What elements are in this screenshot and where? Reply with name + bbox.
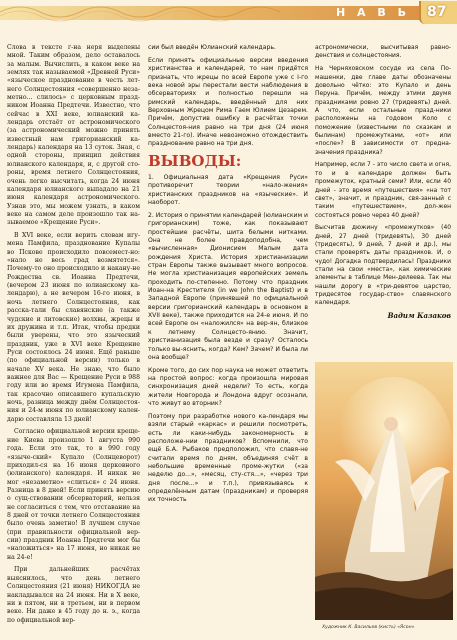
column-left	[7, 44, 140, 629]
column-middle	[148, 44, 308, 509]
painting-illustration	[315, 362, 453, 620]
paragraph: Например, если 7 - это число света и огня, то и в календаре должен быть промежуток, кратный семи? Или, если 40 дней - это время «путешествия» «на тот свет», значит, и праздник, свя-занный с таким «путешествием», дол-жен состояться ровно через 40 дней?	[315, 161, 451, 219]
paragraph: Высчитав дюжину «промежутков» (40 дней, 27 дней (тридевять), 30 дней (тридесять), 9 дней, 7 дней и др.), мы стали проверять даты праздников. И, о чудо! Догадка подтвердилась! Праздники стали на свои «места», как химические элементы в таблице Мен-делеева. Так мы нашли дорогу в «три-девятое царство, тридесятое государ-ство» славянского календаря.	[315, 224, 451, 307]
painting-image	[315, 362, 453, 620]
conclusion-point: 1. Официальная дата «Крещения Руси» противоречит теории «нало-жения» христианских праздников на «языческие». И наоборот.	[148, 174, 308, 207]
paragraph: Поэтому при разработке нового ка-лендаря мы взяли старый «каркас» и решили посмотреть, есть ли каки-нибудь закономерность в расположе-нии праздников? Вспомнили, что ещё Б.А. Рыбаков предположил, что славя-не считали время по дням, объединяя счёт в небольшие временные проме-жутки («за неделю до...», «месяц, сту-стя...», «через три дня после...» и т.п.), привязываясь к определённым датам (праздникам) и проверяя их точность	[148, 412, 308, 504]
page-number: 87	[427, 4, 447, 20]
page-header	[0, 0, 457, 24]
paragraph: Кроме того, до сих пор наука не может ответить на простой вопрос: когда произошла мировая синхронизация дней недели? То есть, когда жители Новгорода и Лондона вдруг осознали, что живут во вторник?	[148, 366, 308, 408]
header-ornament	[0, 0, 300, 24]
paragraph: В XVI веке, если верить словам игу-мена Памфила, празднование Купалы во Пскове происходило повсемест-но: «нало не весь град возмятется». Почему-то оно происходило и накану-не Рождества св. Иоанна Предтечи, (вечером 23 июня по юлианскому ка-лендарю), а не вечером 16-го июня, в ночь летнего Солнцестояния, как расска-тали бы славянские (а также чудские и литовские) волхвы, жрецы и их дружина и т.п. Итак, чтобы предки были уверены, что это языческий праздник, уже в XVI веке Крещение Руси состоялось 24 июня. Ещё раньше (по официальной версии) только в начале XV века. Не знаю, что было важнее для Вас — Крещение Руси в 988 году или во время Игумена Памфила, так красочно описавшего купальскую ночь, разница между днём Солнцестоя-ния и 24-м июня по юлианскому кален-дарю составляла 13 дней!	[7, 232, 140, 423]
paragraph: На Черняховском сосуде из села По-машенки, две главе даты обозначены довольно чётко: это Купало и день Перуна. Причём, между этими двумя праздниками ровно 27 (тридевять) дней. А что, если остальные празд-ники расположены на годовом Коло с поможение (известными по сказкам и былинам) промежутками, «от» или «после»? В зависимости от предна-значения праздника?	[315, 65, 451, 156]
paragraph: При дальнейших расчётах выяснилось, что день летнего Солнцестояния (21 июня) НИКОГДА не накладывался на 24 июня. Ни в X веке, ни в пятом, ни в третьем, ни в первом веке. Ни даже в 45 году до н. э., когда по официальной вер-	[7, 566, 140, 624]
paragraph: Слова в тексте г-на неря выделены мной. Таким образом, дело оставалось за малым. Вычислить, в каком веке на землях так называемой «Древней Руси» «языческое празднование в честь лет-него Солнцестояния «совершенно неза-метно... слилось» с церковным празд-ником Иоанна Предтечи. Известно, что сейчас в XXI веке, юлианский ка-лендарь отстаёт от астрономического (за астрономический можно принять известный нам григорианский ка-лендарь) календаря на 13 суток. Зная, с одной стороны, принцип действия юлианского календаря, и, с другой сто-роны, время летнего Солнцестояния, очень легко высчитать, когда 24 июня календаря юлианского выпадало на 21 июня календаря астрономического. Узнав это, мы можем узнать, в каком веке на самом деле произошло так на-зываемое «Крещение Руси».	[7, 44, 140, 227]
paragraph: сии был введён Юлианский календарь.	[148, 44, 276, 51]
paragraph: астрономически, высчитывая равно-денствия и солнцестояния.	[315, 44, 451, 60]
image-caption: Художник К. Васильев (кисть) «Ясон»	[322, 625, 415, 630]
conclusion-point: 2. История о принятии календарей (юлианским и григорианским) тоже, как показывают простейшие расчёты, шита белыми нитками. Она не более правдоподобна, чем «вычисленная» Дионисием Малым дата рождения Христа. История христианизации стран Европы также вызывает много вопросов. Не могла христианизация европейских земель проходить по-степенно. Потому что праздник Иоан-на Крестителя (in we John the Baptist) и в Западной Европе (принявшей по официальной версии григорианский календарь в основном в XVII веке), также приходится на 24-е июня. И по всей Европе он «наложился» на вер-ян, близкое к летнему Солнцесто-янию. Значит, христианизация была везде и сразу? Осталось только вы-яснить, когда? Кем? Зачем? И была ли она вообще?	[148, 212, 308, 361]
paragraph: Если принять официальные версии введения христианства и календарей, то нам придётся признать, что жрецы по всей Европе уже с I-го века новой эры перестали вести наблюдения в обсерваториях и полностью перешли на римский календарь, введённый для них Верховным Жрецом Рима Гаем Юлием Цезарем. Причём, допустив ошибку в расчётах точки Солнцестоя-ния равно на три дня (24 июня вместо 21-го). Иначе невозможно отождествить празднование равно на три дня.	[148, 56, 308, 148]
column-right	[315, 44, 451, 321]
section-title: Н А В Ь	[336, 6, 410, 19]
paragraph: Согласно официальной версии креще-ние Киева произошло 1 августа 990 года. Если это так, то в 990 году «языче-ский» Купало (Солнцеворот) приходил-ся на 16 июня церковного (юлианского) календаря. И никак не мог «незаметно» «слиться» с 24 июня. Разница в 8 дней! Если принять версию о сущ-ствовании обсерваторий, нельзя не согласиться с тем, что отставание на 8 дней от точки летнего Солнцестояния было очень заметно! В лучшем случае (при правильности официальной вер-сии) праздник Иоанна Предтечи мог бы «наложиться» на 17 июня, но никак не на 24-е!	[7, 428, 140, 561]
conclusions-heading: ВЫВОДЫ:	[148, 152, 242, 171]
page-number-box	[419, 1, 457, 24]
author-signature: Вадим Казаков	[387, 311, 451, 321]
